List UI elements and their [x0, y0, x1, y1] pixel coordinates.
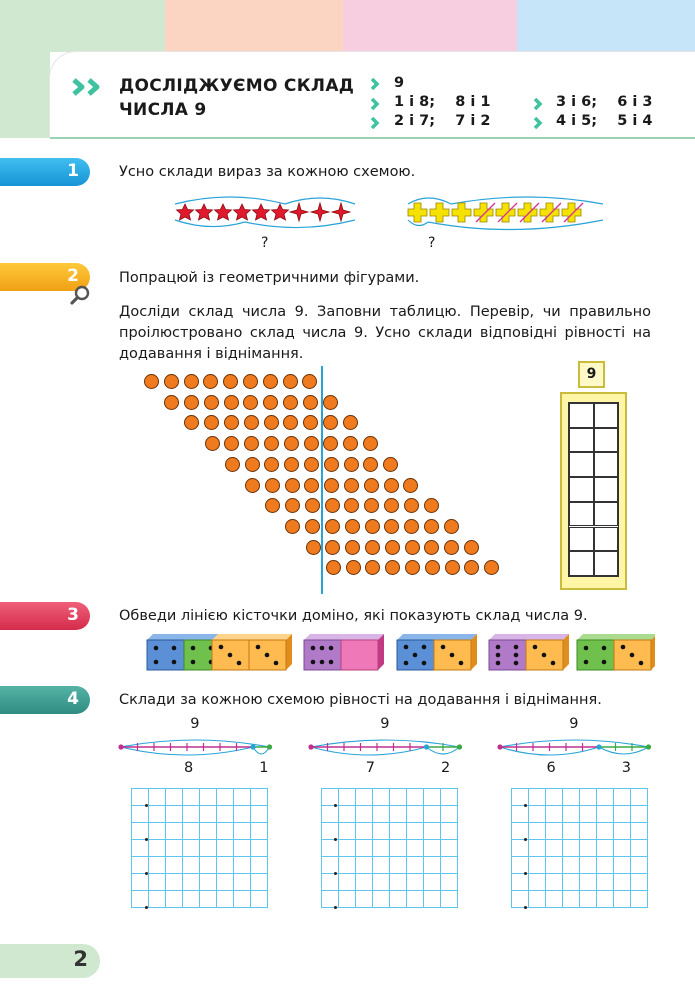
number-line	[494, 732, 659, 772]
table-cell[interactable]	[594, 502, 619, 527]
bead	[283, 415, 298, 430]
bead	[404, 498, 419, 513]
table-cell[interactable]	[594, 403, 619, 428]
bead	[285, 498, 300, 513]
bead	[343, 415, 358, 430]
bead	[245, 478, 260, 493]
number-line-right-part: 2	[441, 760, 451, 776]
bead	[384, 498, 399, 513]
number-line-total: 9	[380, 716, 390, 732]
number-line-right-part: 1	[259, 760, 269, 776]
domino-tile-3	[304, 634, 384, 670]
task-tab-1	[0, 158, 90, 186]
bead	[265, 498, 280, 513]
task-3-text: Обведи лінією кісточки доміно, які показують склад числа 9.	[119, 608, 588, 624]
bead	[464, 540, 479, 555]
bead	[304, 478, 319, 493]
table-cell[interactable]	[569, 477, 594, 502]
bead	[344, 498, 359, 513]
bead	[343, 436, 358, 451]
bead	[184, 415, 199, 430]
grid-dot	[524, 804, 527, 807]
bead	[345, 519, 360, 534]
bead	[304, 436, 319, 451]
page-title-line2: ЧИСЛА 9	[119, 100, 207, 120]
color-bar-blue	[517, 0, 695, 52]
table-header-cell: 9	[578, 361, 605, 388]
bead	[264, 457, 279, 472]
bead	[264, 436, 279, 451]
bead	[284, 457, 299, 472]
bead	[464, 560, 479, 575]
bead	[264, 415, 279, 430]
grid-dot	[145, 872, 148, 875]
bead	[425, 560, 440, 575]
bead	[164, 395, 179, 410]
chevron-right-icon	[370, 116, 380, 130]
bead	[144, 374, 159, 389]
chevron-right-icon	[370, 77, 380, 91]
bead	[224, 436, 239, 451]
bead	[205, 436, 220, 451]
bead	[243, 395, 258, 410]
composition-table	[560, 392, 627, 590]
number-line	[115, 732, 280, 772]
bead	[403, 478, 418, 493]
bead	[445, 560, 460, 575]
double-chevron-icon	[72, 78, 106, 96]
table-cell[interactable]	[594, 452, 619, 477]
number-line-left-part: 8	[184, 760, 194, 776]
header-pair: 4 і 5; 5 і 4	[556, 113, 653, 129]
chevron-right-icon	[533, 97, 543, 111]
bead	[484, 560, 499, 575]
bead	[303, 395, 318, 410]
bead	[324, 457, 339, 472]
bead	[203, 374, 218, 389]
task-2-instructions: Досліди склад числа 9. Заповни таблицю. Перевір, чи правильно проілюстровано склад числа 9. Усно склади відповідні рівності на додавання і віднімання.	[119, 304, 651, 362]
bead	[305, 519, 320, 534]
bead	[365, 519, 380, 534]
bead	[304, 457, 319, 472]
color-bar-pink	[343, 0, 517, 52]
bead	[245, 457, 260, 472]
bead	[424, 519, 439, 534]
task-2-text: Попрацюй із геометричними фігурами.	[119, 270, 420, 286]
bead	[283, 374, 298, 389]
bead	[184, 374, 199, 389]
table-cell[interactable]	[594, 527, 619, 552]
bead	[244, 415, 259, 430]
bead	[265, 478, 280, 493]
bead	[444, 540, 459, 555]
task-number: 2	[67, 266, 79, 286]
bead	[303, 415, 318, 430]
header-divider	[50, 137, 695, 139]
bead	[444, 519, 459, 534]
task-tab-3	[0, 602, 90, 630]
number-line-left-part: 6	[546, 760, 556, 776]
bead	[243, 374, 258, 389]
table-cell[interactable]	[594, 477, 619, 502]
bead	[224, 395, 239, 410]
grid-dot	[334, 872, 337, 875]
bead	[365, 540, 380, 555]
bead	[364, 478, 379, 493]
bead	[326, 560, 341, 575]
number-line-left-part: 7	[365, 760, 375, 776]
bead	[364, 498, 379, 513]
bead	[323, 436, 338, 451]
bead	[345, 540, 360, 555]
answer-grid-3[interactable]	[511, 788, 648, 908]
table-cell[interactable]	[569, 551, 594, 576]
task-tab-4	[0, 686, 90, 714]
bead	[365, 560, 380, 575]
bead	[323, 415, 338, 430]
bead	[223, 374, 238, 389]
grid-dot	[145, 838, 148, 841]
bead	[424, 498, 439, 513]
task-number: 3	[67, 605, 79, 625]
bead	[384, 519, 399, 534]
bead	[325, 540, 340, 555]
page-title-line1: ДОСЛІДЖУЄМО СКЛАД	[119, 76, 355, 96]
bead	[302, 374, 317, 389]
table-cell[interactable]	[569, 502, 594, 527]
bead	[323, 395, 338, 410]
bead	[325, 498, 340, 513]
grid-dot	[334, 804, 337, 807]
bead	[224, 415, 239, 430]
bead	[164, 374, 179, 389]
domino-row	[145, 634, 655, 674]
grid-dot	[145, 804, 148, 807]
chevron-right-icon	[370, 97, 380, 111]
color-bar-peach	[165, 0, 343, 52]
header-pair: 3 і 6; 6 і 3	[556, 94, 653, 110]
question-mark-a: ?	[261, 235, 269, 251]
header-pair: 2 і 7; 7 і 2	[394, 113, 491, 129]
magnifier-icon	[70, 284, 94, 306]
bead	[284, 436, 299, 451]
bead	[424, 540, 439, 555]
bead	[244, 436, 259, 451]
number-line-right-part: 3	[621, 760, 631, 776]
domino-tile-4	[397, 634, 477, 670]
bead	[184, 395, 199, 410]
domino-tile-5	[489, 634, 569, 670]
task-number: 1	[67, 161, 79, 181]
grid-dot	[524, 838, 527, 841]
grid-dot	[524, 872, 527, 875]
bead	[385, 560, 400, 575]
header-number: 9	[394, 75, 405, 91]
bead-divider-line	[321, 366, 323, 594]
bead	[263, 374, 278, 389]
bead	[306, 540, 321, 555]
bead	[204, 395, 219, 410]
task-number: 4	[67, 689, 79, 709]
table-cell[interactable]	[569, 452, 594, 477]
bead	[325, 519, 340, 534]
bead	[405, 560, 420, 575]
grid-dot	[334, 906, 337, 909]
bead	[404, 519, 419, 534]
bead	[324, 478, 339, 493]
bead	[305, 498, 320, 513]
grid-dot	[334, 838, 337, 841]
grid-dot	[524, 906, 527, 909]
bead	[285, 519, 300, 534]
table-cell[interactable]	[569, 403, 594, 428]
chevron-right-icon	[533, 116, 543, 130]
table-cell[interactable]	[594, 551, 619, 576]
page-number-tab	[0, 944, 100, 978]
bead	[344, 478, 359, 493]
color-bar-green	[0, 0, 165, 52]
page-number: 2	[73, 947, 88, 971]
bead	[225, 457, 240, 472]
bead	[405, 540, 420, 555]
table-cell[interactable]	[569, 428, 594, 453]
answer-grid-1[interactable]	[131, 788, 268, 908]
bead	[263, 395, 278, 410]
header-pair: 1 і 8; 8 і 1	[394, 94, 491, 110]
bead	[285, 478, 300, 493]
bead	[204, 415, 219, 430]
bead	[344, 457, 359, 472]
answer-grid-2[interactable]	[321, 788, 458, 908]
table-cell[interactable]	[569, 527, 594, 552]
number-line-total: 9	[190, 716, 200, 732]
bead	[385, 540, 400, 555]
domino-tile-2	[212, 634, 292, 670]
table-cell[interactable]	[594, 428, 619, 453]
bead	[384, 478, 399, 493]
bead	[346, 560, 361, 575]
task-1-text: Усно склади вираз за кожною схемою.	[119, 164, 416, 180]
question-mark-b: ?	[428, 235, 436, 251]
side-bar-green	[0, 52, 50, 138]
bead	[283, 395, 298, 410]
bead	[383, 457, 398, 472]
bead	[363, 436, 378, 451]
task-4-text: Склади за кожною схемою рівності на додавання і віднімання.	[119, 692, 602, 708]
grid-dot	[145, 906, 148, 909]
bead	[363, 457, 378, 472]
domino-tile-6	[577, 634, 655, 670]
number-line-total: 9	[569, 716, 579, 732]
